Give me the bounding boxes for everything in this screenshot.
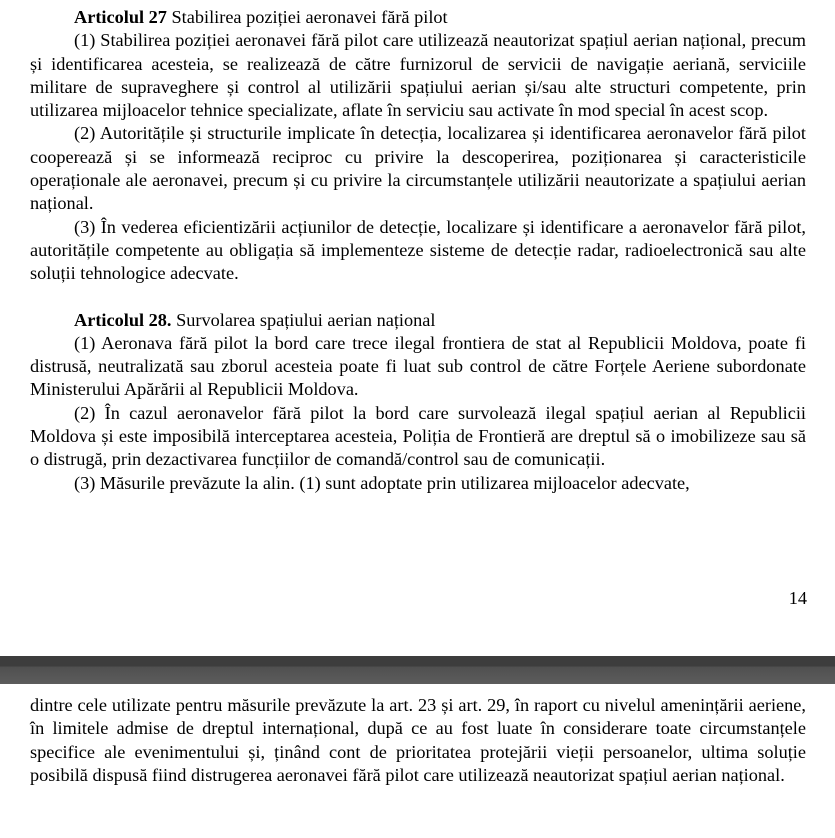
article-number: Articolul 28.: [74, 309, 172, 330]
paragraph-spacer: [30, 286, 806, 309]
article-28-paragraph-1: (1) Aeronava fără pilot la bord care trece ilegal frontiera de stat al Republicii Moldova, poate fi distrusă, neutralizată sau zborul acesteia poate fi luat sub control de către Forțele Aeriene subordonate Ministerului Apărării al Republicii Moldova.: [30, 332, 806, 400]
document-page-15: [0, 684, 835, 838]
article-title: Stabilirea poziției aeronavei fără pilot: [166, 7, 448, 27]
article-27-paragraph-3: (3) În vederea eficientizării acțiunilor de detecție, localizare și identificare a aeronavelor fără pilot, autoritățile competente au obligația să implementeze sisteme de detecție radar, radioelectronică sau alte soluții tehnologice adecvate.: [30, 216, 806, 284]
article-27-paragraph-2: (2) Autoritățile și structurile implicate în detecția, localizarea și identificarea aeronavelor fără pilot cooperează și se informează reciproc cu privire la descoperirea, poziționarea și caracteristicile operaționale ale aeronavei, precum și cu privire la circumstanțele utilizării neautorizate a spațiului aerian național.: [30, 123, 806, 214]
page-separator: [0, 656, 835, 684]
page-text-column: [30, 6, 806, 495]
article-27-heading: [30, 6, 806, 29]
article-28-paragraph-2: (2) În cazul aeronavelor fără pilot la bord care survolează ilegal spațiul aerian al Republicii Moldova și este imposibilă interceptarea acesteia, Poliția de Frontieră are dreptul să o imobilizeze sau să o distrugă, prin dezactivarea funcțiilor de comandă/control sau de comunicații.: [30, 402, 806, 470]
article-title: Survolarea spațiului aerian național: [171, 309, 436, 330]
continuation-paragraph: dintre cele utilizate pentru măsurile prevăzute la art. 23 și art. 29, în raport cu nivelul amenințării aeriene, în limitele admise de dreptul internațional, după ce au fost luate în considerare toate circumstanțele specifice ale evenimentului și, ținând cont de prioritatea protejării vieții persoanelor, ultima soluție posibilă dispusă fiind distrugerea aeronavei fără pilot care utilizează neautorizat spațiul aerian național.: [30, 695, 806, 785]
article-28-heading: [30, 309, 806, 332]
article-number: Articolul 27: [74, 7, 167, 27]
page-number: 14: [788, 588, 807, 608]
article-28-paragraph-3: (3) Măsurile prevăzute la alin. (1) sunt adoptate prin utilizarea mijloacelor adecvate,: [74, 472, 690, 493]
article-27-paragraph-1: (1) Stabilirea poziției aeronavei fără pilot care utilizează neautorizat spațiul aerian național, precum și identificarea acesteia, se realizează de către furnizorul de servicii de navigație aeriană, serviciile militare de supraveghere și control al utilizării spațiului aerian și/sau alte structuri competente, prin utilizarea mijloacelor tehnice specializate, aflate în serviciu sau activate în mod special în acest scop.: [30, 30, 806, 121]
page-text-column: [30, 694, 806, 787]
